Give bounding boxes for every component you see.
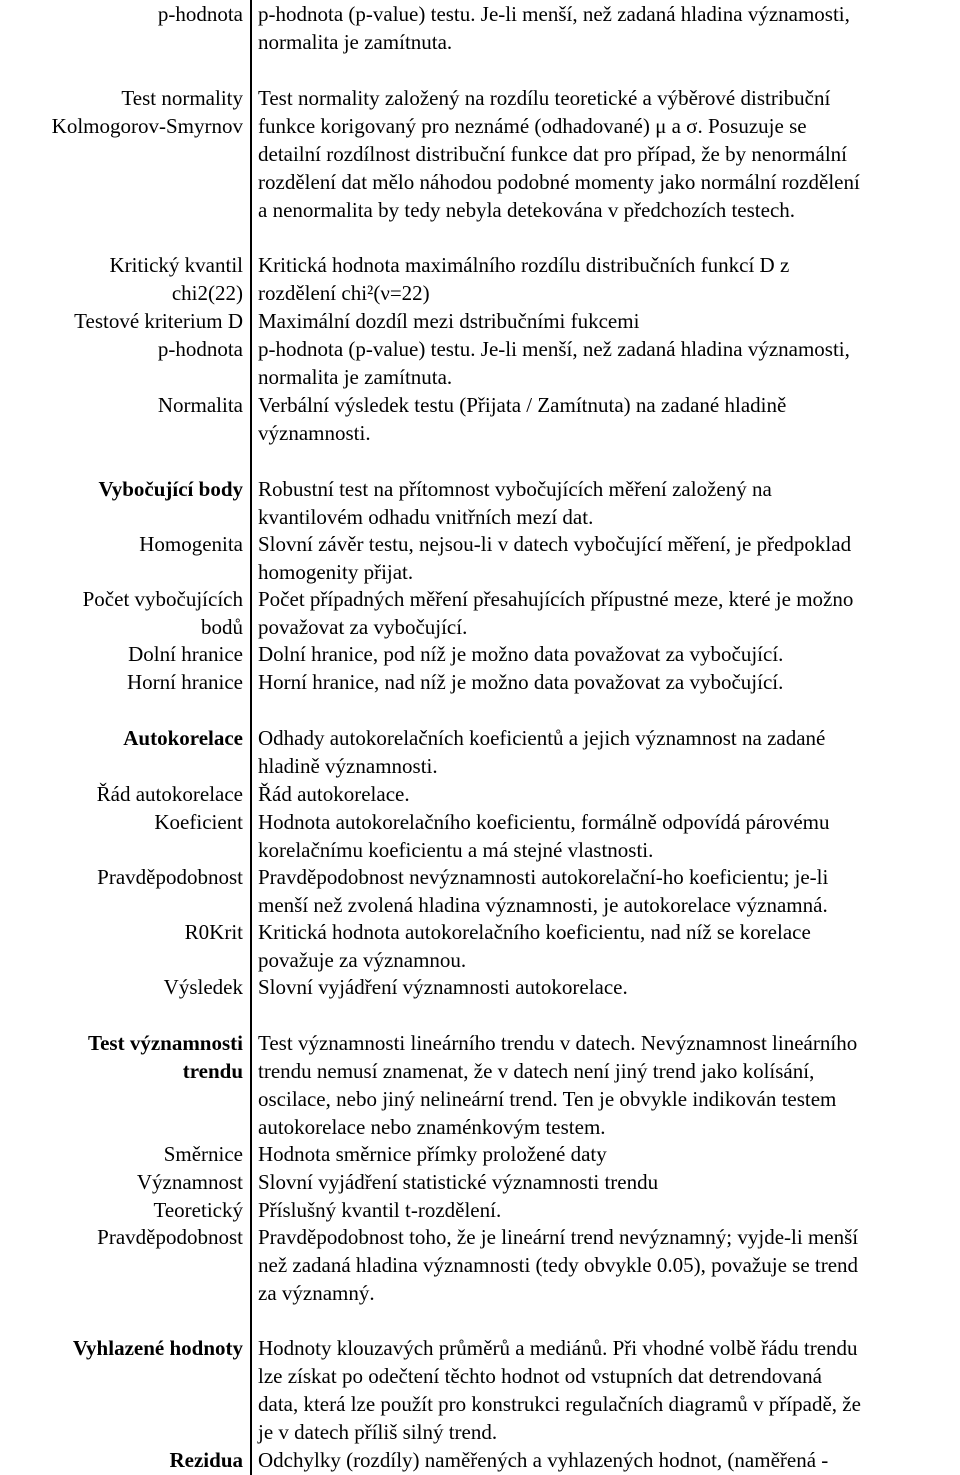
term-line: chi2(22) xyxy=(171,281,243,305)
term-line: Testové kriterium D xyxy=(74,309,243,333)
term-line: Kolmogorov-Smyrnov xyxy=(51,114,243,138)
definition-text xyxy=(258,1446,958,1474)
term-label xyxy=(0,640,243,668)
definition-line: je v datech příliš silný trend. xyxy=(258,1420,498,1444)
term-label xyxy=(0,808,243,836)
definition-text xyxy=(258,335,958,391)
term-line: Autokorelace xyxy=(123,726,243,750)
definition-line: Slovní vyjádření významnosti autokorelace. xyxy=(258,975,628,999)
term-label xyxy=(0,0,243,28)
definition-text xyxy=(258,1196,958,1224)
definition-line: rozdělení dat mělo náhodou podobné momenty jako normální rozdělení xyxy=(258,170,860,194)
definition-line: významnosti. xyxy=(258,421,371,445)
definition-line: Počet případných měření přesahujících přípustné meze, které je možno xyxy=(258,587,854,611)
definition-text xyxy=(258,1168,958,1196)
definition-line: funkce korigovaný pro neznámé (odhadované) μ a σ. Posuzuje se xyxy=(258,114,807,138)
term-line: p-hodnota xyxy=(157,2,243,26)
term-label xyxy=(0,391,243,419)
term-label xyxy=(0,1446,243,1474)
definition-line: Hodnota směrnice přímky proložené daty xyxy=(258,1142,607,1166)
term-line: Výsledek xyxy=(163,975,243,999)
definition-line: normalita je zamítnuta. xyxy=(258,365,453,389)
term-line: Teoretický xyxy=(153,1198,243,1222)
definition-line: data, která lze použít pro konstrukci regulačních diagramů v případě, že xyxy=(258,1392,861,1416)
term-label xyxy=(0,475,243,503)
definition-line: Robustní test na přítomnost vybočujících měření založený na xyxy=(258,477,772,501)
term-line: Rezidua xyxy=(169,1448,243,1472)
definition-line: p-hodnota (p-value) testu. Je-li menší, než zadaná hladina významosti, xyxy=(258,2,850,26)
definition-line: Hodnota autokorelačního koeficientu, formálně odpovídá párovému xyxy=(258,810,830,834)
definition-line: považovat za vybočující. xyxy=(258,615,468,639)
definition-text xyxy=(258,668,958,696)
term-line: Koeficient xyxy=(154,810,243,834)
term-line: Dolní hranice xyxy=(128,642,243,666)
definition-line: za významný. xyxy=(258,1281,375,1305)
term-label xyxy=(0,1334,243,1362)
definition-line: Horní hranice, nad níž je možno data považovat za vybočující. xyxy=(258,670,784,694)
definition-line: Kritická hodnota maximálního rozdílu distribučních funkcí D z xyxy=(258,253,790,277)
term-line: p-hodnota xyxy=(157,337,243,361)
term-line: Řád autokorelace xyxy=(96,782,243,806)
definition-line: Slovní závěr testu, nejsou-li v datech vybočující měření, je předpoklad xyxy=(258,532,852,556)
term-line: Významnost xyxy=(136,1170,243,1194)
definition-line: Příslušný kvantil t-rozdělení. xyxy=(258,1198,502,1222)
definition-line: Odchylky (rozdíly) naměřených a vyhlazených hodnot, (naměřená - xyxy=(258,1448,829,1472)
definition-line: Dolní hranice, pod níž je možno data považovat za vybočující. xyxy=(258,642,784,666)
definition-line: menší než zvolená hladina významnosti, je autokorelace významná. xyxy=(258,893,828,917)
term-label xyxy=(0,1223,243,1251)
term-label xyxy=(0,863,243,891)
definition-line: homogenity přijat. xyxy=(258,560,414,584)
term-line: Pravděpodobnost xyxy=(97,865,243,889)
term-label xyxy=(0,1168,243,1196)
definition-line: detailní rozdílnost distribuční funkce dat pro případ, že by nenormální xyxy=(258,142,848,166)
term-line: Kritický kvantil xyxy=(109,253,243,277)
term-label xyxy=(0,780,243,808)
definition-text xyxy=(258,251,958,307)
term-label xyxy=(0,335,243,363)
term-label xyxy=(0,530,243,558)
term-line: Horní hranice xyxy=(126,670,243,694)
definition-line: Řád autokorelace. xyxy=(258,782,410,806)
term-line: Pravděpodobnost xyxy=(97,1225,243,1249)
definition-line: autokorelace nebo znaménkovým testem. xyxy=(258,1115,606,1139)
definition-line: normalita je zamítnuta. xyxy=(258,30,453,54)
definition-text xyxy=(258,475,958,531)
term-line: Vyhlazené hodnoty xyxy=(72,1336,243,1360)
definition-line: Test významnosti lineárního trendu v datech. Nevýznamnost lineárního xyxy=(258,1031,858,1055)
term-label xyxy=(0,84,243,140)
definition-line: kvantilovém odhadu vnitřních mezí dat. xyxy=(258,505,594,529)
definition-text xyxy=(258,307,958,335)
definition-line: považuje za významnou. xyxy=(258,948,467,972)
definition-line: než zadaná hladina významnosti (tedy obvykle 0.05), považuje se trend xyxy=(258,1253,859,1277)
term-label xyxy=(0,1140,243,1168)
definition-text xyxy=(258,863,958,919)
definition-text xyxy=(258,780,958,808)
definition-line: Odhady autokorelačních koeficientů a jejich významnost na zadané xyxy=(258,726,826,750)
definition-text xyxy=(258,640,958,668)
definition-text xyxy=(258,0,958,56)
definition-text xyxy=(258,808,958,864)
term-line: R0Krit xyxy=(184,920,243,944)
definition-line: Hodnoty klouzavých průměrů a mediánů. Při vhodné volbě řádu trendu xyxy=(258,1336,858,1360)
definition-line: Verbální výsledek testu (Přijata / Zamítnuta) na zadané hladině xyxy=(258,393,787,417)
definition-line: oscilace, nebo jiný nelineární trend. Ten je obvykle indikován testem xyxy=(258,1087,837,1111)
definition-line: lze získat po odečtení těchto hodnot od vstupních dat detrendovaná xyxy=(258,1364,822,1388)
definition-line: Test normality založený na rozdílu teoretické a výběrové distribuční xyxy=(258,86,831,110)
definition-line: trendu nemusí znamenat, že v datech není jiný trend jako kolísání, xyxy=(258,1059,815,1083)
term-label xyxy=(0,585,243,641)
term-line: Vybočující body xyxy=(98,477,243,501)
term-line: bodů xyxy=(201,615,243,639)
definition-line: Slovní vyjádření statistické významnosti trendu xyxy=(258,1170,659,1194)
definition-line: Maximální dozdíl mezi dstribučními fukcemi xyxy=(258,309,640,333)
term-label xyxy=(0,668,243,696)
term-label xyxy=(0,307,243,335)
definition-line: hladině významnosti. xyxy=(258,754,438,778)
term-label xyxy=(0,973,243,1001)
definition-line: a nenormalita by tedy nebyla detekována v předchozích testech. xyxy=(258,198,796,222)
term-line: Homogenita xyxy=(139,532,243,556)
definition-line: korelačnímu koeficientu a má stejné vlastnosti. xyxy=(258,838,654,862)
definition-text xyxy=(258,918,958,974)
term-line: Normalita xyxy=(157,393,243,417)
term-label xyxy=(0,251,243,307)
definition-text xyxy=(258,585,958,641)
definition-text xyxy=(258,1140,958,1168)
term-line: Test významnosti xyxy=(88,1031,243,1055)
definition-line: rozdělení chi²(ν=22) xyxy=(258,281,430,305)
column-divider xyxy=(250,0,252,1475)
definition-text xyxy=(258,1223,958,1307)
definition-text xyxy=(258,1334,958,1446)
definition-text xyxy=(258,84,958,224)
definition-line: p-hodnota (p-value) testu. Je-li menší, než zadaná hladina významosti, xyxy=(258,337,850,361)
definition-line: Pravděpodobnost toho, že je lineární trend nevýznamný; vyjde-li menší xyxy=(258,1225,859,1249)
definition-text xyxy=(258,1029,958,1141)
term-label xyxy=(0,1029,243,1085)
definition-text xyxy=(258,973,958,1001)
definition-text xyxy=(258,724,958,780)
term-label xyxy=(0,724,243,752)
definition-line: Pravděpodobnost nevýznamnosti autokorelační-ho koeficientu; je-li xyxy=(258,865,829,889)
term-label xyxy=(0,918,243,946)
term-line: Počet vybočujících xyxy=(82,587,243,611)
definition-line: Kritická hodnota autokorelačního koeficientu, nad níž se korelace xyxy=(258,920,811,944)
definition-text xyxy=(258,391,958,447)
term-line: Směrnice xyxy=(163,1142,243,1166)
term-line: Test normality xyxy=(121,86,243,110)
term-line: trendu xyxy=(182,1059,243,1083)
definition-text xyxy=(258,530,958,586)
term-label xyxy=(0,1196,243,1224)
